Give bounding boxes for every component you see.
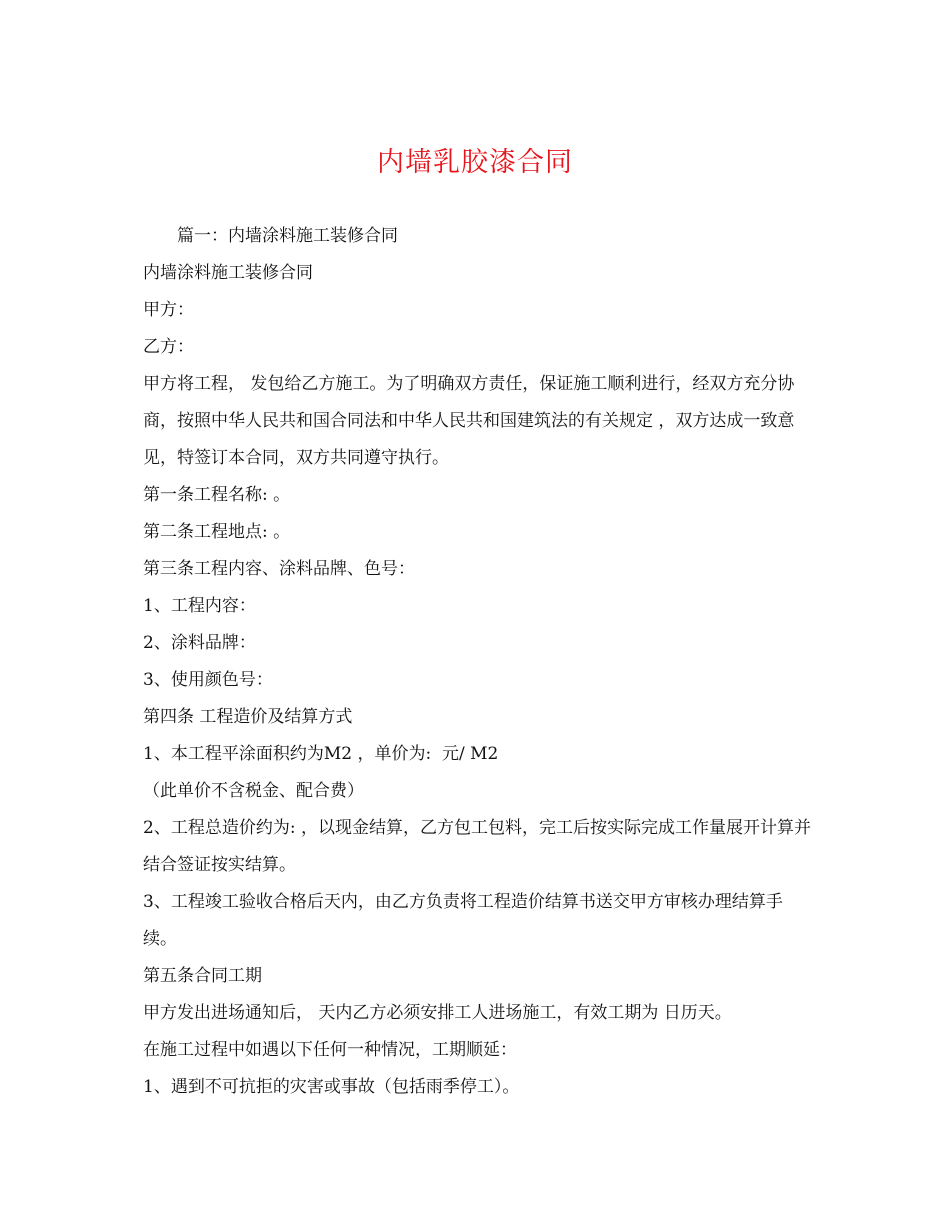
document-body [143, 218, 813, 1106]
party-a-line: 甲方： [143, 300, 194, 320]
section-heading: 篇一：内墙涂料施工装修合同 [177, 226, 398, 246]
article-5-item-1: 1、遇到不可抗拒的灾害或事故（包括雨季停工）。 [143, 1077, 520, 1097]
preamble-paragraph: 甲方将工程， 发包给乙方施工。为了明确双方责任，保证施工顺利进行，经双方充分协商，按照中华人民共和国合同法和中华人民共和国建筑法的有关规定 ，双方达成一致意见，特签订本合同，双方共同遵守执行。 [143, 374, 795, 468]
article-5-paragraph-2: 在施工过程中如遇以下任何一种情况，工期顺延： [143, 1040, 517, 1060]
document-title: 内墙乳胶漆合同 [377, 147, 573, 178]
article-3-item-3: 3、使用颜色号： [143, 670, 273, 690]
article-5-paragraph-1: 甲方发出进场通知后， 天内乙方必须安排工人进场施工，有效工期为 日历天。 [143, 1003, 732, 1023]
article-5-heading: 第五条合同工期 [143, 966, 262, 986]
article-4-note: （此单价不含税金、配合费） [143, 781, 364, 801]
article-4-heading: 第四条 工程造价及结算方式 [143, 707, 353, 727]
article-4-item-3: 3、工程竣工验收合格后天内，由乙方负责将工程造价结算书送交甲方审核办理结算手续。 [143, 892, 783, 949]
article-3-item-2: 2、涂料品牌： [143, 633, 256, 653]
article-3-item-1: 1、工程内容： [143, 596, 256, 616]
article-1-line: 第一条工程名称: 。 [143, 485, 291, 505]
article-2-line: 第二条工程地点: 。 [143, 522, 291, 542]
party-b-line: 乙方： [143, 337, 194, 357]
contract-name: 内墙涂料施工装修合同 [143, 263, 313, 283]
article-4-item-1: 1、本工程平涂面积约为M2 ，单价为: 元/ M2 [143, 744, 499, 764]
article-3-heading: 第三条工程内容、涂料品牌、色号： [143, 559, 415, 579]
article-4-item-2: 2、工程总造价约为: ，以现金结算，乙方包工包料，完工后按实际完成工作量展开计算并结合签证按实结算。 [143, 818, 811, 875]
